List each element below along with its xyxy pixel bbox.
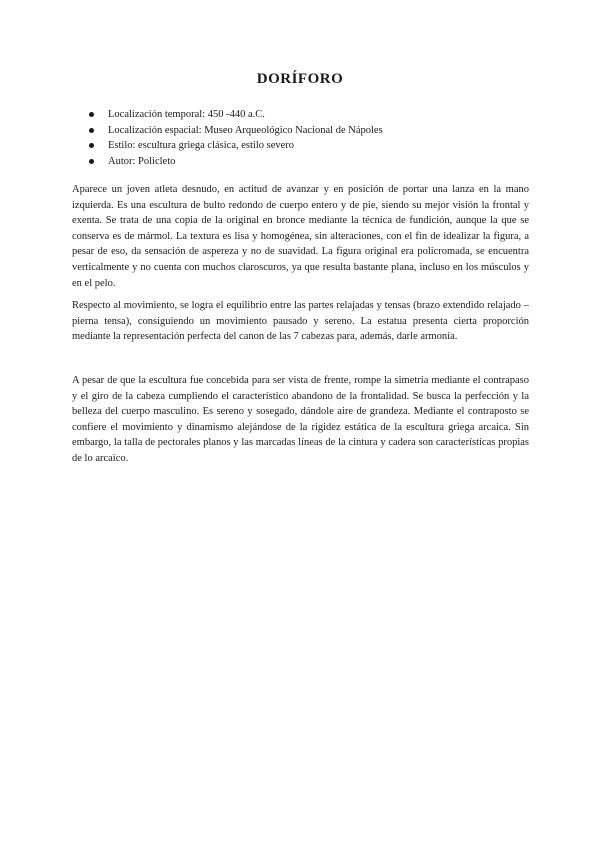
bullet-item-style (88, 138, 383, 154)
bullet-text: Autor: Policleto (108, 155, 176, 167)
bullet-dot-icon (89, 112, 94, 117)
bullet-item-temporal-location (88, 107, 383, 123)
bullet-text: Estilo: escultura griega clásica, estilo severo (108, 140, 295, 151)
bullet-item-spatial-location (88, 123, 383, 139)
document-title: DORÍFORO (256, 71, 344, 87)
bullet-dot-icon (89, 159, 94, 164)
bullet-dot-icon (89, 128, 94, 133)
bullet-text: Localización temporal: 450 -440 a.C. (108, 109, 265, 120)
info-bullet-list (88, 107, 383, 169)
paragraph-description: Aparece un joven atleta desnudo, en actitud de avanzar y en posición de portar una lanza en la mano izquierda. Es una escultura de bulto redondo de cuerpo entero y de pie, siendo su mejor visión la frontal y exenta. Se trata de una copia de la original en bronce mediante la técnica de fundición, aunque la que se conserva es de mármol. La textura es lisa y homogénea, sin alteraciones, con el fin de idealizar la figura, a pesar de eso, da sensación de aspereza y no de suavidad. La figura original era policromada, se encuentra verticalmente y no cuenta con muchos claroscuros, ya que resulta bastante plana, incluso en los músculos y en el pelo. (72, 184, 529, 289)
paragraph-movement: Respecto al movimiento, se logra el equilibrio entre las partes relajadas y tensas (brazo extendido relajado – pierna tensa), consiguiendo un movimiento pausado y sereno. La estatua presenta cierta proporción mediante la representación perfecta del canon de las 7 cabezas para, además, darle armonía. (72, 300, 529, 343)
bullet-text: Localización espacial: Museo Arqueológico Nacional de Nápoles (108, 124, 383, 136)
bullet-dot-icon (89, 143, 94, 148)
bullet-item-author (88, 154, 383, 170)
paragraph-symmetry: A pesar de que la escultura fue concebida para ser vista de frente, rompe la simetría mediante el contrapaso y el giro de la cabeza cumpliendo el característico abandono de la frontalidad. Se busca la perfección y la belleza del cuerpo masculino. Es sereno y sosegado, dándole aire de grandeza. Mediante el contraposto se confiere el movimiento y dinamismo alejándose de la rigidez estática de la escultura griega arcaica. Sin embargo, la talla de pectorales planos y las marcadas líneas de la cintura y cadera son características propias de lo arcaico. (72, 375, 529, 464)
